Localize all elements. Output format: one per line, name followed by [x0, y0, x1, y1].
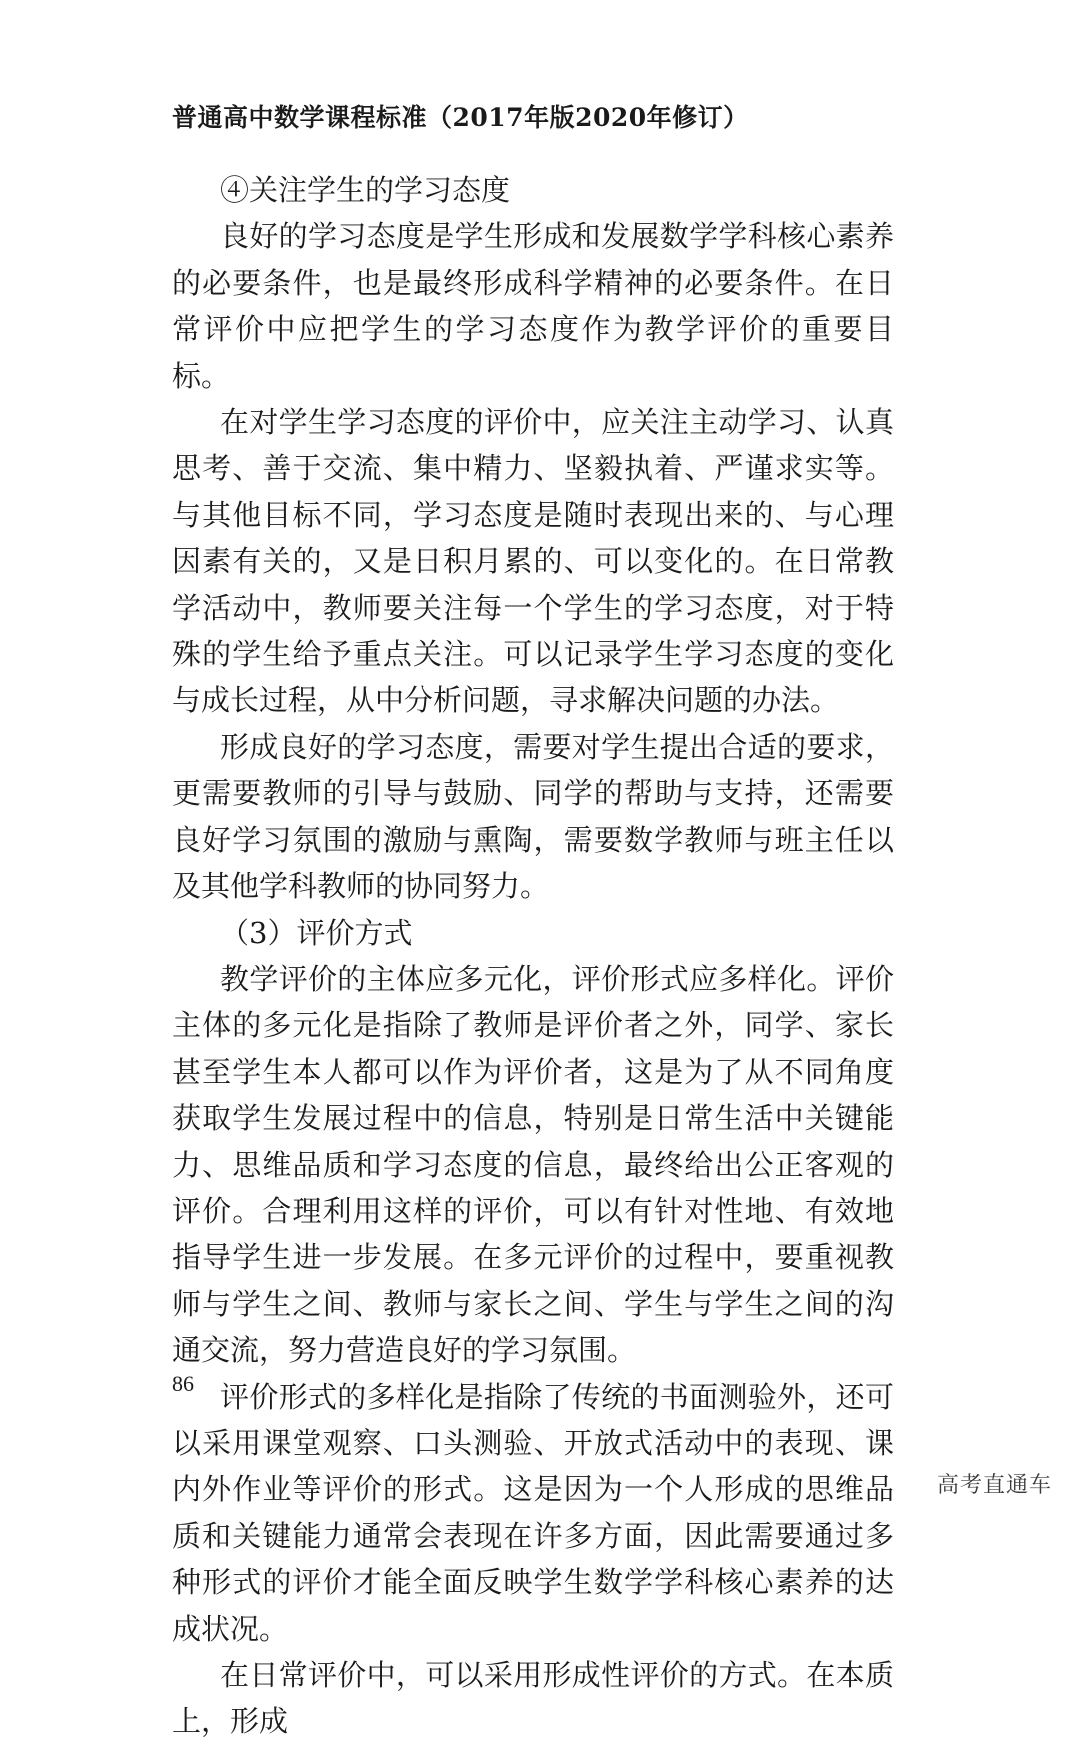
- paragraph: 良好的学习态度是学生形成和发展数学学科核心素养的必要条件，也是最终形成科学精神的必要条件。在日常评价中应把学生的学习态度作为教学评价的重要目标。: [172, 219, 894, 393]
- paragraph: 形成良好的学习态度，需要对学生提出合适的要求，更需要教师的引导与鼓励、同学的帮助与支持，还需要良好学习氛围的激励与熏陶，需要数学教师与班主任以及其他学科教师的协同努力。: [172, 729, 894, 904]
- running-header: 普通高中数学课程标准（2017年版2020年修订）: [172, 103, 749, 132]
- body-text: [172, 167, 894, 1745]
- paragraph: 教学评价的主体应多元化，评价形式应多样化。评价主体的多元化是指除了教师是评价者之外，同学、家长甚至学生本人都可以作为评价者，这是为了从不同角度获取学生发展过程中的信息，特别是日常生活中关键能力、思维品质和学习态度的信息，最终给出公正客观的评价。合理利用这样的评价，可以有针对性地、有效地指导学生进一步发展。在多元评价的过程中，要重视教师与学生之间、教师与家长之间、学生与学生之间的沟通交流，努力营造良好的学习氛围。: [172, 961, 894, 1368]
- subsection-heading: ④关注学生的学习态度: [220, 173, 511, 207]
- paragraph: 在日常评价中，可以采用形成性评价的方式。在本质上，形成: [172, 1658, 894, 1739]
- watermark-text: 高考直通车: [936, 1473, 1052, 1498]
- section-heading: （3）评价方式: [220, 915, 413, 950]
- paragraph: 在对学生学习态度的评价中，应关注主动学习、认真思考、善于交流、集中精力、坚毅执着、严谨求实等。与其他目标不同，学习态度是随时表现出来的、与心理因素有关的，又是日积月累的、可以变化的。在日常教学活动中，教师要关注每一个学生的学习态度，对于特殊的学生给予重点关注。可以记录学生学习态度的变化与成长过程，从中分析问题，寻求解决问题的办法。: [172, 405, 894, 718]
- paragraph: 评价形式的多样化是指除了传统的书面测验外，还可以采用课堂观察、口头测验、开放式活动中的表现、课内外作业等评价的形式。这是因为一个人形成的思维品质和关键能力通常会表现在许多方面，因此需要通过多种形式的评价才能全面反映学生数学学科核心素养的达成状况。: [172, 1379, 894, 1646]
- page-number: 86: [172, 1371, 194, 1396]
